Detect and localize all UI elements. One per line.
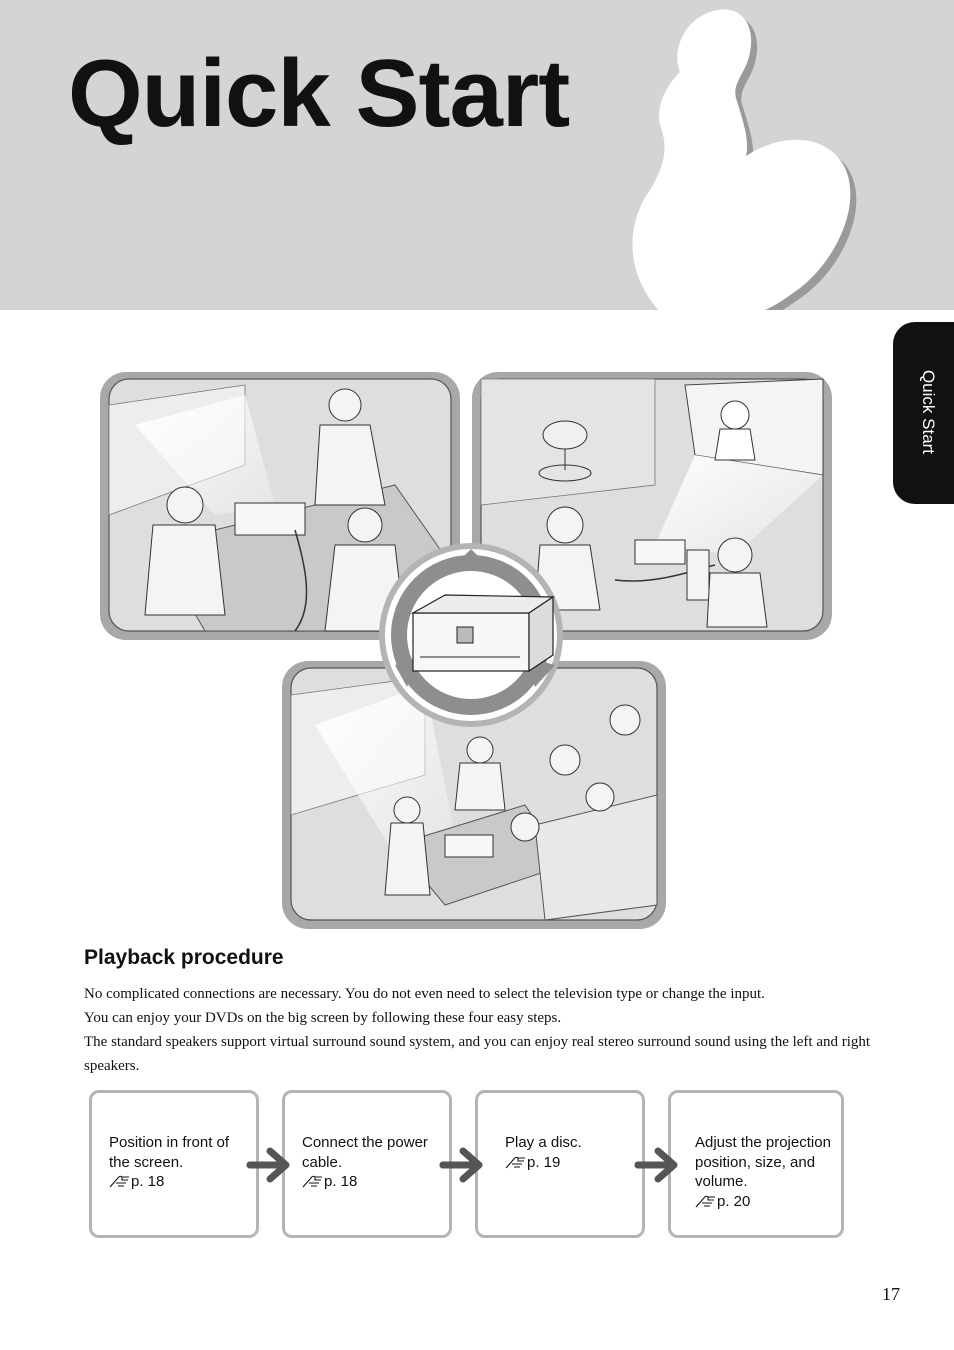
page-reference: p. 18 <box>131 1173 165 1190</box>
page-reference-link[interactable] <box>695 1192 833 1212</box>
step-box <box>475 1090 645 1238</box>
step-box <box>282 1090 452 1238</box>
step-text <box>109 1133 248 1192</box>
girl-silhouette-image <box>600 0 880 310</box>
arrow-right-icon <box>634 1145 680 1185</box>
header-band <box>0 0 954 310</box>
step-description: Play a disc. <box>505 1134 582 1151</box>
arrow-right-icon <box>439 1145 485 1185</box>
step-box <box>668 1090 844 1238</box>
intro-paragraph: No complicated connections are necessary. You do not even need to select the television type or change the input. <box>84 986 765 1002</box>
intro-text <box>84 982 874 1078</box>
side-tab[interactable] <box>893 322 954 504</box>
step-description: Adjust the projection position, size, and volume. <box>695 1134 831 1190</box>
arrow-right-icon <box>246 1145 292 1185</box>
page-reference: p. 18 <box>324 1173 358 1190</box>
pointing-hand-icon <box>695 1194 717 1208</box>
side-tab-label: Quick Start <box>919 369 938 455</box>
projector-medallion <box>379 543 563 727</box>
intro-paragraph: You can enjoy your DVDs on the big screen by following these four easy steps. <box>84 1010 562 1026</box>
pointing-hand-icon <box>302 1174 324 1188</box>
page-reference-link[interactable] <box>109 1172 248 1192</box>
step-description: Position in front of the screen. <box>109 1134 230 1171</box>
page-number: 17 <box>882 1284 900 1304</box>
page-reference: p. 20 <box>717 1192 751 1210</box>
step-text <box>302 1133 441 1192</box>
page-title: Quick Start <box>68 40 570 147</box>
intro-paragraph: The standard speakers support virtual surround sound system, and you can enjoy real stereo surround sound using the left and right speakers. <box>84 1034 871 1074</box>
usage-scenes-illustration <box>95 365 840 935</box>
step-description: Connect the power cable. <box>302 1134 428 1171</box>
page-reference: p. 19 <box>527 1153 561 1171</box>
step-text <box>505 1133 634 1172</box>
page-reference-link[interactable] <box>302 1172 441 1192</box>
pointing-hand-icon <box>109 1174 131 1188</box>
step-box <box>89 1090 259 1238</box>
step-text <box>695 1133 833 1211</box>
pointing-hand-icon <box>505 1155 527 1169</box>
page-reference-link[interactable] <box>505 1153 634 1173</box>
section-heading: Playback procedure <box>84 946 284 969</box>
